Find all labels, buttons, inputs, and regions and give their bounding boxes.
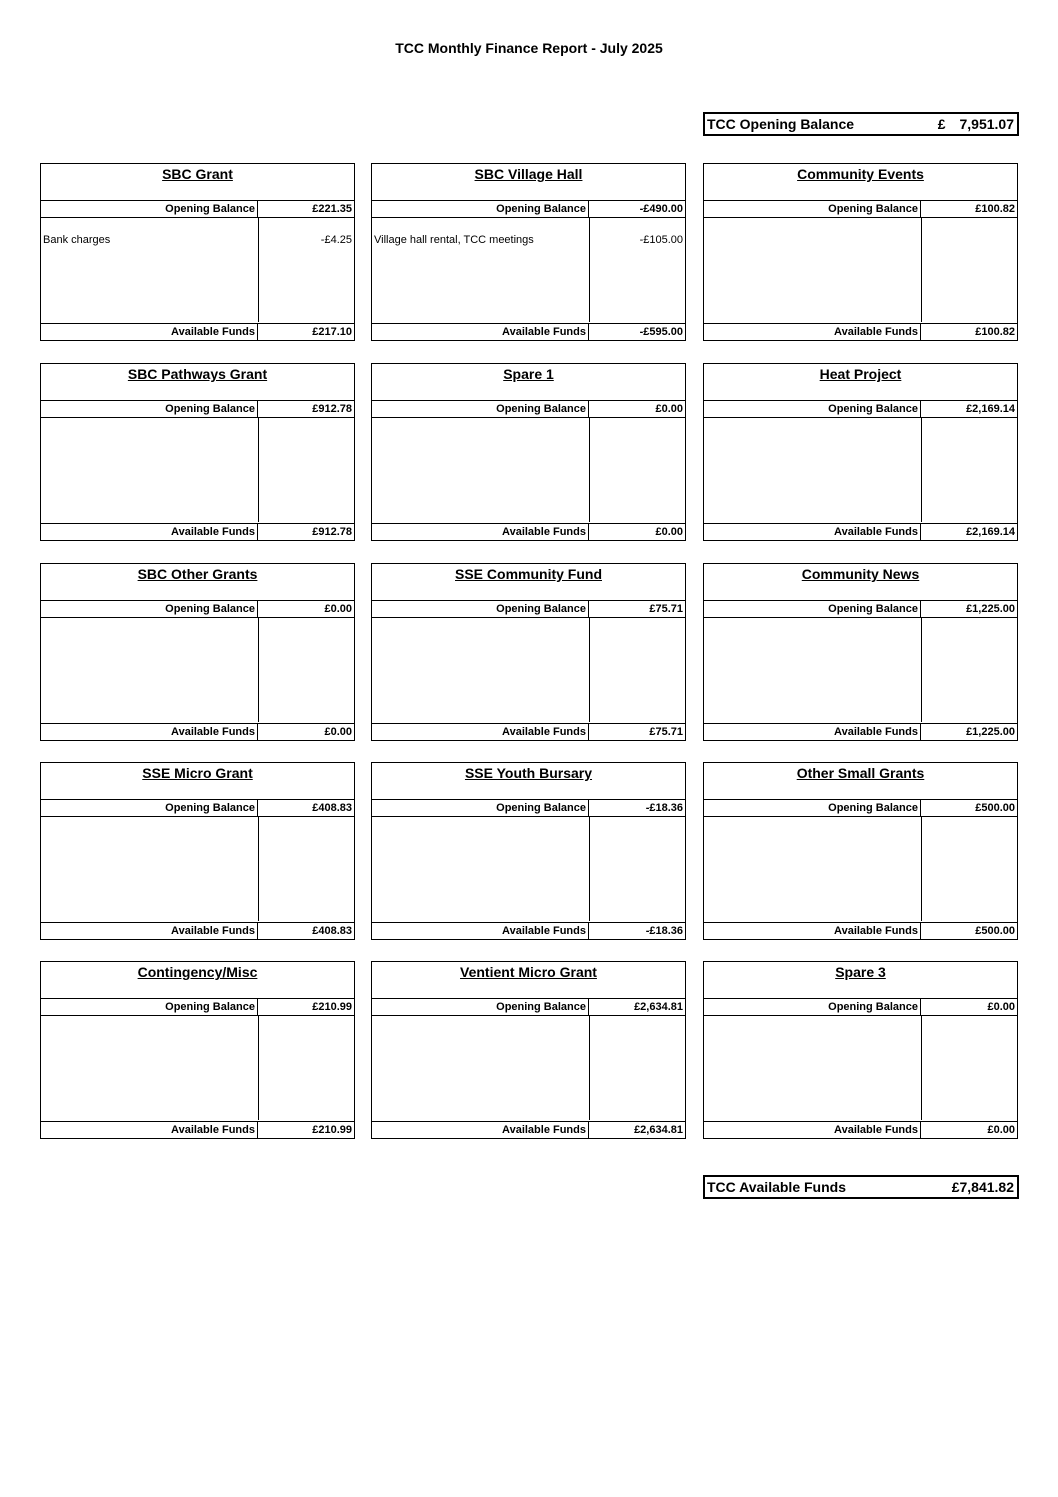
available-funds-label: Available Funds [372,524,589,540]
fund-card [703,762,1018,940]
opening-balance-row [704,998,1017,1016]
available-funds-row [41,1121,354,1138]
opening-balance-row [704,200,1017,218]
opening-balance-row [372,799,685,817]
entries-area [41,817,354,921]
column-divider [258,418,259,522]
fund-card [371,563,686,741]
available-funds-label: Available Funds [41,923,258,939]
opening-balance-row [372,200,685,218]
available-funds-label: Available Funds [41,724,258,740]
available-funds-value: £217.10 [312,326,352,338]
opening-balance-label: Opening Balance [372,401,589,417]
fund-card [371,961,686,1139]
fund-card [371,163,686,341]
available-funds-value: £2,169.14 [966,526,1015,538]
fund-title: Contingency/Misc [137,964,258,980]
column-divider [589,817,590,921]
fund-card [703,563,1018,741]
opening-balance-row [41,200,354,218]
available-funds-label: Available Funds [372,1122,589,1138]
opening-balance-row [41,998,354,1016]
opening-balance-value: £0.00 [324,603,352,615]
available-funds-value: £75.71 [649,726,683,738]
column-divider [589,1016,590,1120]
tcc-available-funds-label: TCC Available Funds [707,1179,846,1195]
report-title: TCC Monthly Finance Report - July 2025 [395,40,663,56]
fund-card [40,961,355,1139]
opening-balance-label: Opening Balance [41,999,258,1015]
available-funds-row [41,323,354,340]
entries-area [41,418,354,522]
opening-balance-label: Opening Balance [704,201,921,217]
available-funds-value: £500.00 [975,925,1015,937]
column-divider [921,418,922,522]
available-funds-value: -£18.36 [645,925,683,937]
fund-title: SBC Pathways Grant [127,366,268,382]
column-divider [921,1016,922,1120]
fund-title: Spare 3 [835,964,886,980]
fund-title: SSE Micro Grant [142,765,253,781]
opening-balance-label: Opening Balance [704,601,921,617]
entries-area [41,618,354,722]
opening-balance-value: £2,169.14 [966,403,1015,415]
opening-balance-label: Opening Balance [41,601,258,617]
opening-balance-value: £210.99 [312,1001,352,1013]
column-divider [589,418,590,522]
available-funds-value: £0.00 [987,1124,1015,1136]
entries-area [372,618,685,722]
opening-balance-label: Opening Balance [704,800,921,816]
entry-row [372,234,685,246]
opening-balance-label: Opening Balance [372,800,589,816]
available-funds-label: Available Funds [704,724,921,740]
fund-card [371,363,686,541]
opening-balance-value: £1,225.00 [966,603,1015,615]
available-funds-label: Available Funds [372,324,589,340]
available-funds-row [372,723,685,740]
fund-card [40,563,355,741]
entries-area [704,1016,1017,1120]
available-funds-label: Available Funds [372,923,589,939]
opening-balance-label: Opening Balance [704,401,921,417]
fund-title: Spare 1 [503,366,554,382]
opening-balance-value: £0.00 [655,403,683,415]
fund-title: Community Events [797,166,924,182]
opening-balance-label: Opening Balance [41,800,258,816]
available-funds-row [704,922,1017,939]
entry-description: Bank charges [43,234,111,246]
available-funds-row [372,323,685,340]
entry-amount: -£4.25 [320,234,352,246]
available-funds-label: Available Funds [41,524,258,540]
fund-card [40,163,355,341]
available-funds-label: Available Funds [41,1122,258,1138]
opening-balance-row [704,799,1017,817]
opening-balance-label: Opening Balance [372,601,589,617]
available-funds-row [372,922,685,939]
opening-balance-label: Opening Balance [372,999,589,1015]
column-divider [258,618,259,722]
column-divider [258,1016,259,1120]
column-divider [921,817,922,921]
opening-balance-value: £408.83 [312,802,352,814]
fund-title: Community News [801,566,920,582]
column-divider [589,618,590,722]
opening-balance-value: £0.00 [987,1001,1015,1013]
fund-card [40,762,355,940]
available-funds-label: Available Funds [704,524,921,540]
available-funds-row [372,1121,685,1138]
fund-title: SSE Community Fund [455,566,602,582]
available-funds-row [41,723,354,740]
column-divider [921,218,922,322]
opening-balance-value: £2,634.81 [634,1001,683,1013]
available-funds-value: -£595.00 [639,326,683,338]
available-funds-value: £1,225.00 [966,726,1015,738]
opening-balance-label: Opening Balance [372,201,589,217]
entries-area [41,1016,354,1120]
opening-balance-value: £221.35 [312,203,352,215]
available-funds-label: Available Funds [704,1122,921,1138]
available-funds-row [372,523,685,540]
available-funds-row [704,323,1017,340]
available-funds-label: Available Funds [704,923,921,939]
available-funds-label: Available Funds [372,724,589,740]
fund-title: Heat Project [819,366,902,382]
tcc-opening-balance-value: 7,951.07 [959,116,1014,132]
opening-balance-row [704,600,1017,618]
opening-balance-row [41,600,354,618]
opening-balance-value: £75.71 [649,603,683,615]
available-funds-value: £912.78 [312,526,352,538]
fund-title: SBC Grant [162,166,233,182]
available-funds-row [704,723,1017,740]
available-funds-row [704,1121,1017,1138]
available-funds-value: £100.82 [975,326,1015,338]
available-funds-value: £2,634.81 [634,1124,683,1136]
entries-area [704,218,1017,322]
available-funds-value: £0.00 [655,526,683,538]
available-funds-row [704,523,1017,540]
fund-card [703,961,1018,1139]
entries-area [704,418,1017,522]
tcc-opening-balance-box [703,112,1019,136]
opening-balance-value: -£18.36 [645,802,683,814]
tcc-opening-balance-label: TCC Opening Balance [707,116,855,132]
fund-card [40,363,355,541]
entries-area [372,817,685,921]
entries-area [372,418,685,522]
opening-balance-row [704,400,1017,418]
opening-balance-row [41,799,354,817]
tcc-available-funds-value: £7,841.82 [951,1179,1014,1195]
available-funds-row [41,523,354,540]
fund-title: SBC Other Grants [137,566,258,582]
entry-description: Village hall rental, TCC meetings [374,234,534,246]
opening-balance-label: Opening Balance [41,401,258,417]
available-funds-label: Available Funds [41,324,258,340]
entries-area [372,1016,685,1120]
opening-balance-value: £500.00 [975,802,1015,814]
fund-title: SSE Youth Bursary [464,765,593,781]
entries-area [41,218,354,322]
fund-card [703,163,1018,341]
opening-balance-row [372,400,685,418]
fund-title: Ventient Micro Grant [460,964,597,980]
opening-balance-value: £100.82 [975,203,1015,215]
opening-balance-value: -£490.00 [639,203,683,215]
entry-amount: -£105.00 [639,234,683,246]
fund-card [371,762,686,940]
entries-area [704,618,1017,722]
available-funds-label: Available Funds [704,324,921,340]
available-funds-value: £210.99 [312,1124,352,1136]
opening-balance-row [372,600,685,618]
opening-balance-label: Opening Balance [704,999,921,1015]
column-divider [258,817,259,921]
currency-symbol: £ [937,116,946,132]
entries-area [704,817,1017,921]
fund-title: Other Small Grants [796,765,925,781]
opening-balance-row [372,998,685,1016]
column-divider [921,618,922,722]
available-funds-value: £408.83 [312,925,352,937]
entries-area [372,218,685,322]
available-funds-row [41,922,354,939]
tcc-available-funds-box [703,1175,1019,1199]
available-funds-value: £0.00 [324,726,352,738]
opening-balance-row [41,400,354,418]
entry-row [41,234,354,246]
fund-title: SBC Village Hall [474,166,583,182]
opening-balance-label: Opening Balance [41,201,258,217]
opening-balance-value: £912.78 [312,403,352,415]
fund-card [703,363,1018,541]
